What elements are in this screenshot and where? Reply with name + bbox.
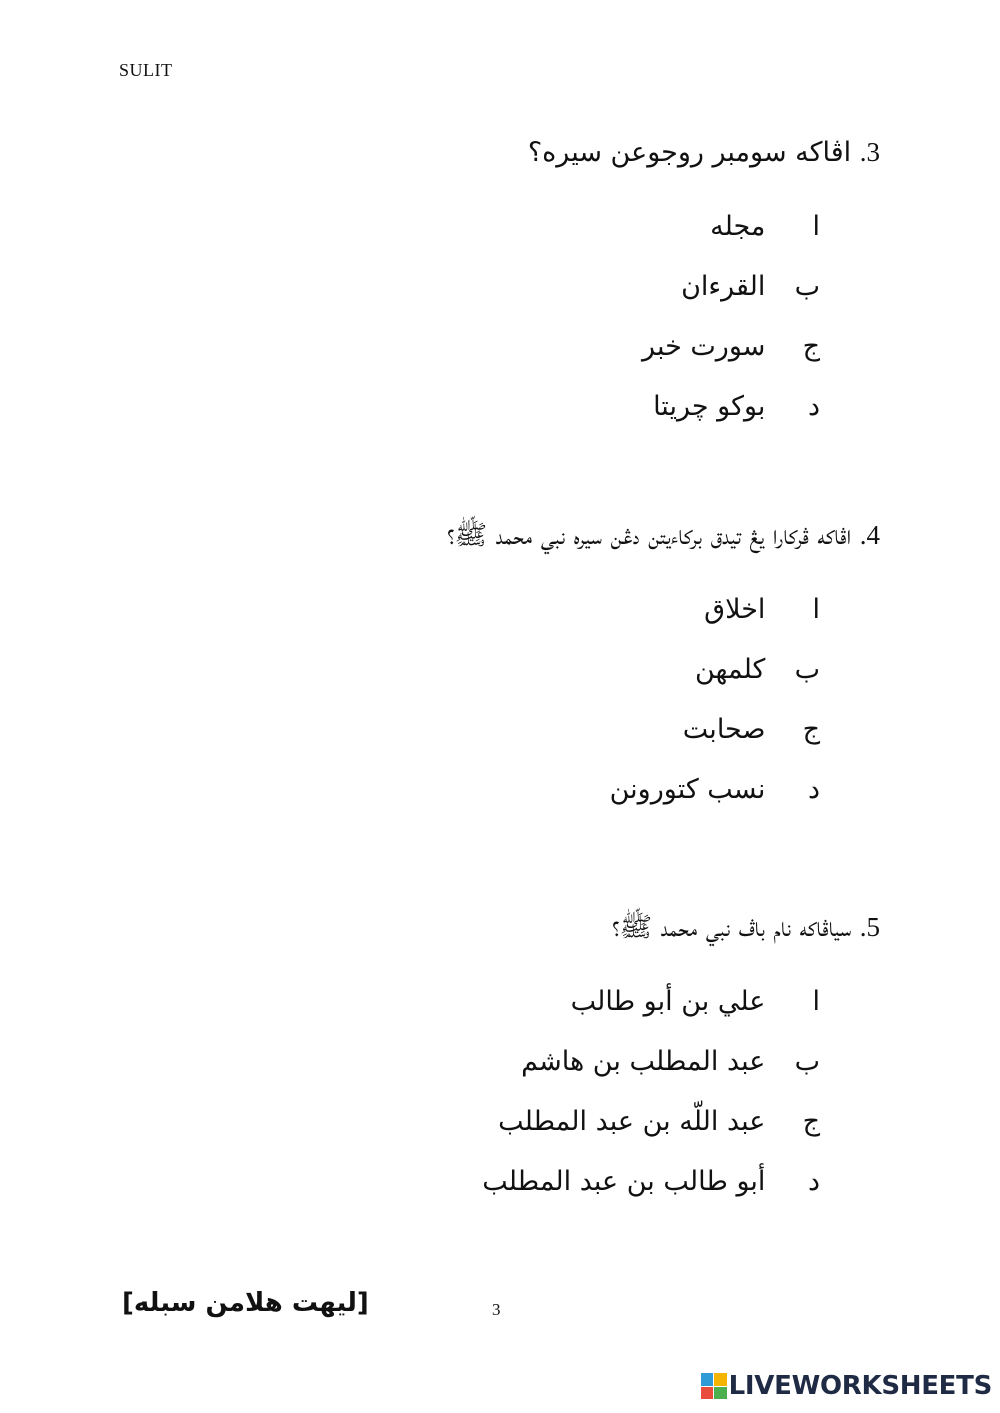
option-letter: ا	[812, 594, 820, 625]
option-text: عبد المطلب بن هاشم	[521, 1046, 766, 1077]
option-c[interactable]	[498, 1102, 820, 1142]
option-letter: د	[807, 774, 820, 805]
question-text: اڤاكه ڤركارا يڠ تيدق بركاءيتن دڠن سيره نبي محمد ﷺ؟	[447, 520, 852, 551]
option-b[interactable]	[521, 1042, 820, 1082]
question-4	[60, 515, 880, 805]
option-a[interactable]	[704, 590, 820, 630]
option-letter: ا	[812, 211, 820, 242]
next-page-note: [ليهت هلامن سبله]	[122, 1288, 369, 1318]
question-text: اڤاكه سومبر روجوعن سيره؟	[527, 137, 852, 168]
option-b[interactable]	[695, 650, 820, 690]
brand-square-yellow	[714, 1373, 727, 1386]
option-letter: ج	[802, 714, 820, 745]
option-text: نسب كتورونن	[609, 774, 766, 805]
option-letter: د	[807, 391, 820, 422]
option-d[interactable]	[482, 1162, 820, 1202]
page-number: 3	[492, 1300, 501, 1319]
option-letter: ج	[802, 331, 820, 362]
header-mark: SULIT	[119, 60, 173, 80]
brand-grid-icon	[701, 1373, 727, 1399]
option-a[interactable]	[710, 207, 820, 247]
question-number: 3.	[859, 137, 880, 167]
brand-square-blue	[701, 1373, 714, 1386]
question-stem	[60, 907, 880, 948]
option-letter: ا	[812, 986, 820, 1017]
option-text: كلمهن	[695, 654, 766, 685]
option-text: بوكو چريتا	[653, 391, 766, 422]
option-d[interactable]	[653, 387, 820, 427]
option-d[interactable]	[610, 770, 820, 810]
question-number: 5.	[859, 912, 880, 942]
option-letter: ب	[794, 654, 820, 685]
question-5	[60, 907, 880, 1197]
option-text: اخلاق	[704, 594, 766, 625]
option-letter: ج	[802, 1106, 820, 1137]
option-letter: د	[807, 1166, 820, 1197]
option-c[interactable]	[642, 327, 820, 367]
brand-logo[interactable]	[701, 1369, 992, 1403]
option-letter: ب	[794, 1046, 820, 1077]
option-text: صحابت	[682, 714, 766, 745]
option-text: عبد اللّه بن عبد المطلب	[498, 1106, 766, 1137]
option-text: القرءان	[681, 271, 766, 302]
brand-square-green	[714, 1387, 727, 1400]
option-text: سورت خبر	[642, 331, 766, 362]
question-stem	[60, 132, 880, 173]
option-b[interactable]	[681, 267, 820, 307]
question-3	[60, 132, 880, 422]
brand-square-red	[701, 1387, 714, 1400]
option-c[interactable]	[683, 710, 820, 750]
brand-name: LIVEWORKSHEETS	[728, 1371, 992, 1401]
option-letter: ب	[794, 271, 820, 302]
question-stem	[60, 515, 880, 556]
option-text: علي بن أبو طالب	[570, 986, 766, 1017]
option-text: مجله	[710, 211, 766, 242]
question-text: سياڤاكه نام باڤ نبي محمد ﷺ؟	[612, 912, 852, 943]
option-a[interactable]	[571, 982, 820, 1022]
question-number: 4.	[859, 520, 880, 550]
option-text: أبو طالب بن عبد المطلب	[482, 1166, 766, 1197]
